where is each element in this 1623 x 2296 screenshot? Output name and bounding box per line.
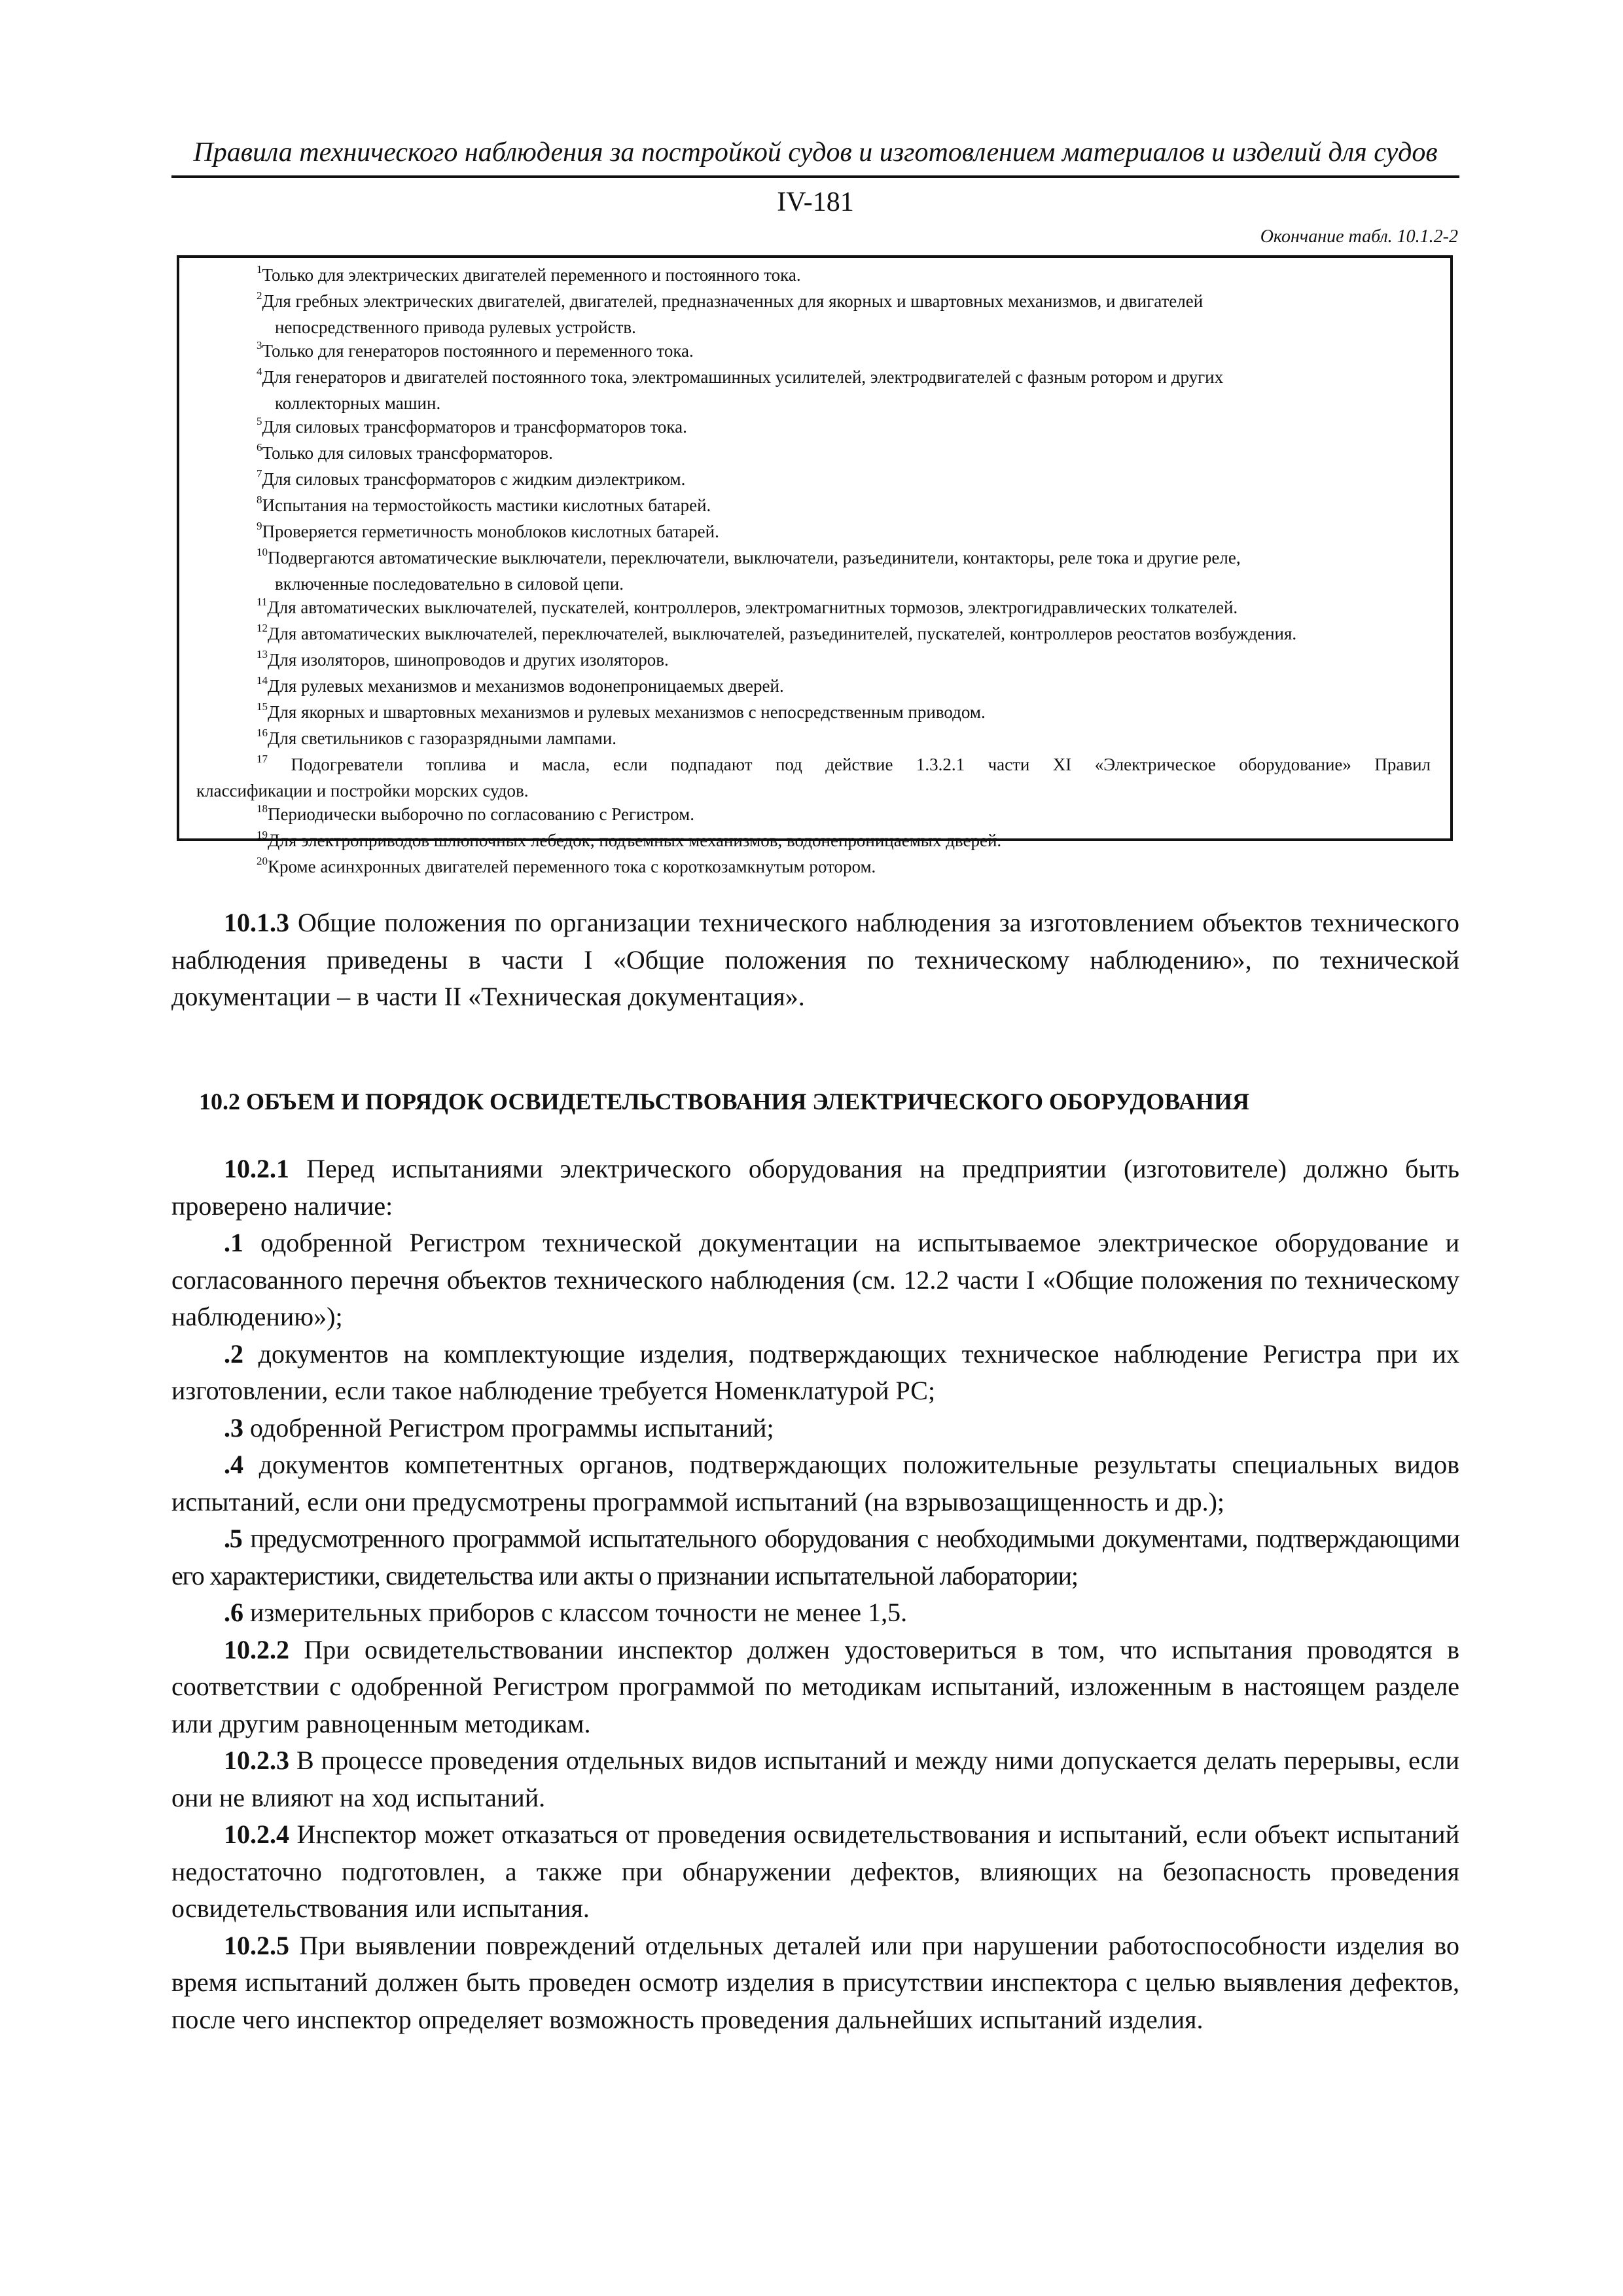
footnote-4-continuation: коллекторных машин. bbox=[275, 393, 441, 413]
footnote-9: $^9$Проверяется герметичность моноблоков кислотных батарей. bbox=[257, 520, 719, 541]
page-header-title: Правила технического наблюдения за постройкой судов и изготовлением материалов и изделий для судов bbox=[193, 137, 1438, 168]
section-10-2-body bbox=[171, 1151, 1459, 2038]
footnote-20: $^{20}$Кроме асинхронных двигателей переменного тока с короткозамкнутым ротором. bbox=[257, 855, 876, 876]
footnote-15: $^{15}$Для якорных и швартовных механизмов и рулевых механизмов с непосредственным приводом. bbox=[257, 700, 986, 722]
list-item-6: .6 измерительных приборов с классом точности не менее 1,5. bbox=[224, 1598, 908, 1627]
list-item-2: .2 документов на комплектующие изделия, подтверждающих техническое наблюдение Регистра при их изготовлении, если такое наблюдение требуется Номенклатурой РС; bbox=[171, 1338, 1459, 1405]
footnote-18: $^{18}$Периодически выборочно по согласованию с Регистром. bbox=[257, 802, 694, 824]
footnote-4: $^4$Для генераторов и двигателей постоянного тока, электромашинных усилителей, электродвигателей с фазным ротором и других bbox=[257, 365, 1224, 387]
footnote-16: $^{16}$Для светильников с газоразрядными лампами. bbox=[257, 726, 617, 748]
footnote-14: $^{14}$Для рулевых механизмов и механизмов водонепроницаемых дверей. bbox=[257, 674, 784, 696]
paragraph-10-2-4: 10.2.4 Инспектор может отказаться от проведения освидетельствования и испытаний, если объект испытаний недостаточно подготовлен, а также при обнаружении дефектов, влияющих на безопасность проведения освидетельствования или испытания. bbox=[171, 1820, 1459, 1923]
footnote-17: $^{17}$ Подогреватели топлива и масла, если подпадают под действие 1.3.2.1 части XI «Электрическое оборудование» Правил bbox=[257, 753, 1431, 774]
header-divider bbox=[171, 175, 1459, 178]
footnote-5: $^5$Для силовых трансформаторов и трансформаторов тока. bbox=[257, 415, 687, 437]
footnote-19: $^{19}$Для электроприводов шлюпочных лебедок, подъемных механизмов, водонепроницаемых дверей. bbox=[257, 829, 1002, 850]
footnote-7: $^7$Для силовых трансформаторов с жидким диэлектриком. bbox=[257, 467, 686, 489]
paragraph-10-1-3: 10.1.3 Общие положения по организации технического наблюдения за изготовлением объектов технического наблюдения приведены в части I «Общие положения по техническому наблюдению», по технической документации – в части II «Техническая документация». bbox=[171, 908, 1459, 1011]
paragraph-10-2-1: 10.2.1 Перед испытаниями электрического оборудования на предприятии (изготовителе) должно быть проверено наличие: bbox=[171, 1154, 1459, 1221]
footnote-3: $^3$Только для генераторов постоянного и переменного тока. bbox=[257, 339, 694, 361]
paragraph-10-2-5: 10.2.5 При выявлении повреждений отдельных деталей или при нарушении работоспособности изделия во время испытаний должен быть проведен осмотр изделия в присутствии инспектора с целью выявления дефектов, после чего инспектор определяет возможность проведения дальнейших испытаний изделия. bbox=[171, 1930, 1459, 2034]
page-number: IV-181 bbox=[777, 187, 854, 217]
list-item-1: .1 одобренной Регистром технической документации на испытываемое электрическое оборудование и согласованного перечня объектов технического наблюдения (см. 12.2 части I «Общие положения по техническому наблюдению»); bbox=[171, 1228, 1459, 1331]
footnote-13: $^{13}$Для изоляторов, шинопроводов и других изоляторов. bbox=[257, 648, 669, 670]
table-caption: Окончание табл. 10.1.2-2 bbox=[1260, 226, 1458, 247]
paragraph-10-2-2: 10.2.2 При освидетельствовании инспектор должен удостовериться в том, что испытания проводятся в соответствии с одобренной Регистром программой по методикам испытаний, изложенным в настоящем разделе или другим равноценным методикам. bbox=[171, 1634, 1459, 1738]
footnote-10-continuation: включенные последовательно в силовой цепи. bbox=[275, 574, 624, 594]
list-item-3: .3 одобренной Регистром программы испытаний; bbox=[224, 1412, 774, 1443]
footnote-10: $^{10}$Подвергаются автоматические выключатели, переключатели, выключатели, разъединители, контакторы, реле тока и другие реле, bbox=[257, 546, 1241, 567]
footnote-17-continuation: классификации и постройки морских судов. bbox=[196, 781, 529, 800]
footnote-8: $^8$Испытания на термостойкость мастики кислотных батарей. bbox=[257, 493, 711, 515]
table-footnotes-box bbox=[177, 255, 1453, 876]
paragraph-10-1-3-block bbox=[171, 905, 1459, 1016]
section-heading: 10.2 ОБЪЕМ И ПОРЯДОК ОСВИДЕТЕЛЬСТВОВАНИЯ ЭЛЕКТРИЧЕСКОГО ОБОРУДОВАНИЯ bbox=[199, 1088, 1250, 1115]
footnote-6: $^6$Только для силовых трансформаторов. bbox=[257, 441, 553, 463]
list-item-4: .4 документов компетентных органов, подтверждающих положительные результаты специальных видов испытаний, если они предусмотрены программой испытаний (на взрывозащищенность и др.); bbox=[171, 1450, 1459, 1516]
footnote-12: $^{12}$Для автоматических выключателей, переключателей, выключателей, разъединителей, пускателей, контроллеров реостатов возбуждения. bbox=[257, 622, 1297, 643]
paragraph-10-2-3: 10.2.3 В процессе проведения отдельных видов испытаний и между ними допускается делать перерывы, если они не влияют на ход испытаний. bbox=[171, 1746, 1459, 1812]
footnote-1: $^1$Только для электрических двигателей переменного и постоянного тока. bbox=[257, 263, 801, 285]
footnote-11: $^{11}$Для автоматических выключателей, пускателей, контроллеров, электромагнитных тормозов, электрогидравлических толкателей. bbox=[257, 596, 1238, 617]
footnote-2-continuation: непосредственного привода рулевых устройств. bbox=[275, 317, 636, 337]
list-item-5: .5 предусмотренного программой испытательного оборудования с необходимыми документами, подтверждающими его характеристики, свидетельства или акты о признании испытательной лаборатории; bbox=[171, 1524, 1459, 1590]
footnote-2: $^2$Для гребных электрических двигателей, двигателей, предназначенных для якорных и швартовных механизмов, и двигателей bbox=[257, 289, 1204, 311]
